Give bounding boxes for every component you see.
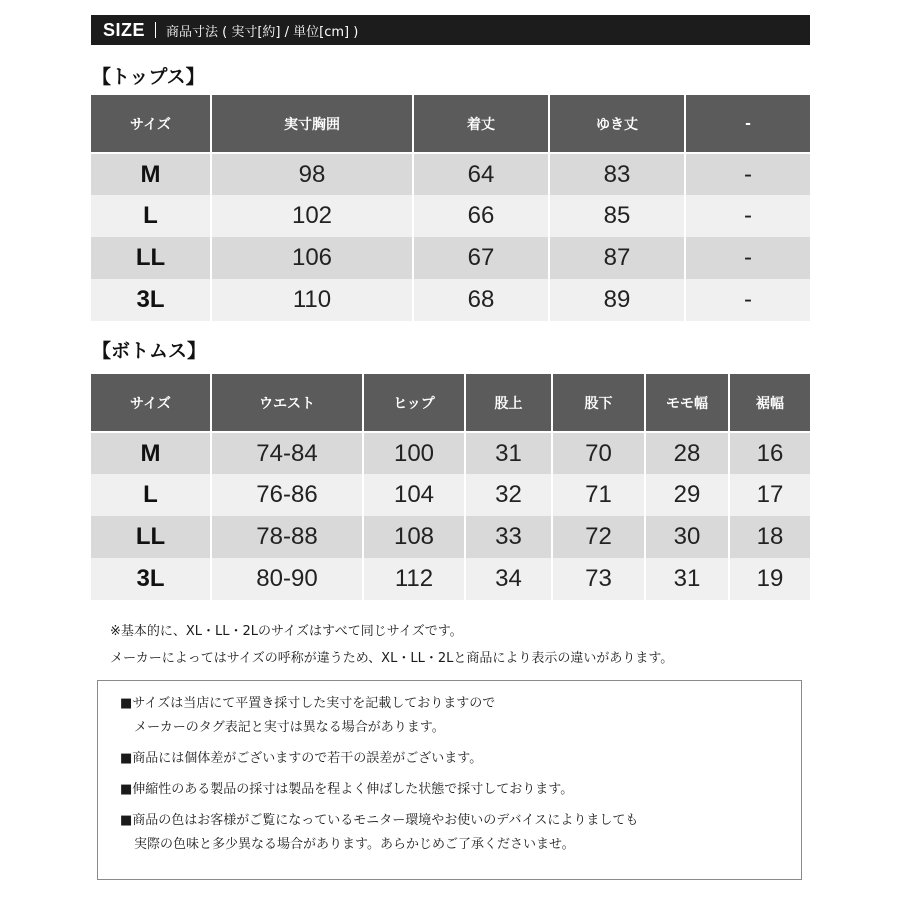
sleeve-cell: 89 — [549, 279, 685, 321]
bottoms-col-thigh: モモ幅 — [645, 374, 729, 432]
size-cell: LL — [91, 237, 211, 279]
sleeve-cell: 85 — [549, 195, 685, 237]
tops-col-chest: 実寸胸囲 — [211, 95, 413, 153]
measurement-info-box — [97, 680, 802, 880]
size-header-bar — [91, 15, 810, 45]
hip-cell: 100 — [363, 432, 465, 474]
rise-cell: 33 — [465, 516, 552, 558]
waist-cell: 78-88 — [211, 516, 363, 558]
table-row — [91, 237, 810, 279]
chest-cell: 110 — [211, 279, 413, 321]
blank-cell: - — [685, 237, 810, 279]
thigh-cell: 28 — [645, 432, 729, 474]
bottoms-col-size: サイズ — [91, 374, 211, 432]
table-row — [91, 474, 810, 516]
info-line: ■商品には個体差がございますので若干の誤差がございます。 — [120, 751, 483, 766]
waist-cell: 74-84 — [211, 432, 363, 474]
bottoms-col-hip: ヒップ — [363, 374, 465, 432]
size-cell: 3L — [91, 558, 211, 600]
thigh-cell: 31 — [645, 558, 729, 600]
chest-cell: 98 — [211, 153, 413, 195]
inseam-cell: 73 — [552, 558, 645, 600]
length-cell: 68 — [413, 279, 549, 321]
sleeve-cell: 83 — [549, 153, 685, 195]
bottoms-size-table — [91, 374, 810, 600]
chest-cell: 102 — [211, 195, 413, 237]
blank-cell: - — [685, 153, 810, 195]
size-cell: L — [91, 195, 211, 237]
info-line: 実際の色味と多少異なる場合があります。あらかじめご了承くださいませ。 — [134, 837, 575, 852]
table-row — [91, 279, 810, 321]
bottoms-col-hem: 裾幅 — [729, 374, 810, 432]
size-cell: M — [91, 153, 211, 195]
sleeve-cell: 87 — [549, 237, 685, 279]
tops-section-title: 【トップス】 — [92, 66, 205, 88]
hem-cell: 17 — [729, 474, 810, 516]
inseam-cell: 72 — [552, 516, 645, 558]
bottoms-col-rise: 股上 — [465, 374, 552, 432]
size-cell: LL — [91, 516, 211, 558]
info-line: ■サイズは当店にて平置き採寸した実寸を記載しておりますので — [120, 696, 496, 711]
thigh-cell: 30 — [645, 516, 729, 558]
inseam-cell: 71 — [552, 474, 645, 516]
header-divider — [155, 22, 156, 38]
bottoms-col-waist: ウエスト — [211, 374, 363, 432]
hem-cell: 16 — [729, 432, 810, 474]
size-cell: L — [91, 474, 211, 516]
table-row — [91, 432, 810, 474]
note-line: ※基本的に、XL・LL・2Lのサイズはすべて同じサイズです。 — [110, 624, 463, 639]
bottoms-col-inseam: 股下 — [552, 374, 645, 432]
hip-cell: 104 — [363, 474, 465, 516]
tops-col-sleeve: ゆき丈 — [549, 95, 685, 153]
tops-col-blank: - — [685, 95, 810, 153]
waist-cell: 80-90 — [211, 558, 363, 600]
blank-cell: - — [685, 195, 810, 237]
hip-cell: 112 — [363, 558, 465, 600]
info-line: ■伸縮性のある製品の採寸は製品を程よく伸ばした状態で採寸しております。 — [120, 782, 574, 797]
tops-col-size: サイズ — [91, 95, 211, 153]
table-row — [91, 558, 810, 600]
table-row — [91, 195, 810, 237]
chest-cell: 106 — [211, 237, 413, 279]
hip-cell: 108 — [363, 516, 465, 558]
rise-cell: 34 — [465, 558, 552, 600]
size-unit-description: 商品寸法 ( 実寸[約] / 単位[cm] ) — [166, 24, 359, 40]
length-cell: 64 — [413, 153, 549, 195]
note-line: メーカーによってはサイズの呼称が違うため、XL・LL・2Lと商品により表示の違いがあります。 — [110, 651, 674, 666]
info-line: メーカーのタグ表記と実寸は異なる場合があります。 — [134, 720, 445, 735]
size-heading: SIZE — [103, 19, 146, 40]
table-row — [91, 516, 810, 558]
bottoms-header-row — [91, 374, 810, 432]
rise-cell: 31 — [465, 432, 552, 474]
blank-cell: - — [685, 279, 810, 321]
length-cell: 66 — [413, 195, 549, 237]
info-line: ■商品の色はお客様がご覧になっているモニター環境やお使いのデバイスによりましても — [120, 813, 639, 828]
size-notes — [110, 618, 673, 672]
table-row — [91, 153, 810, 195]
size-cell: 3L — [91, 279, 211, 321]
size-cell: M — [91, 432, 211, 474]
hem-cell: 19 — [729, 558, 810, 600]
inseam-cell: 70 — [552, 432, 645, 474]
thigh-cell: 29 — [645, 474, 729, 516]
tops-size-table — [91, 95, 810, 321]
waist-cell: 76-86 — [211, 474, 363, 516]
length-cell: 67 — [413, 237, 549, 279]
tops-col-length: 着丈 — [413, 95, 549, 153]
tops-header-row — [91, 95, 810, 153]
rise-cell: 32 — [465, 474, 552, 516]
hem-cell: 18 — [729, 516, 810, 558]
bottoms-section-title: 【ボトムス】 — [92, 340, 207, 362]
